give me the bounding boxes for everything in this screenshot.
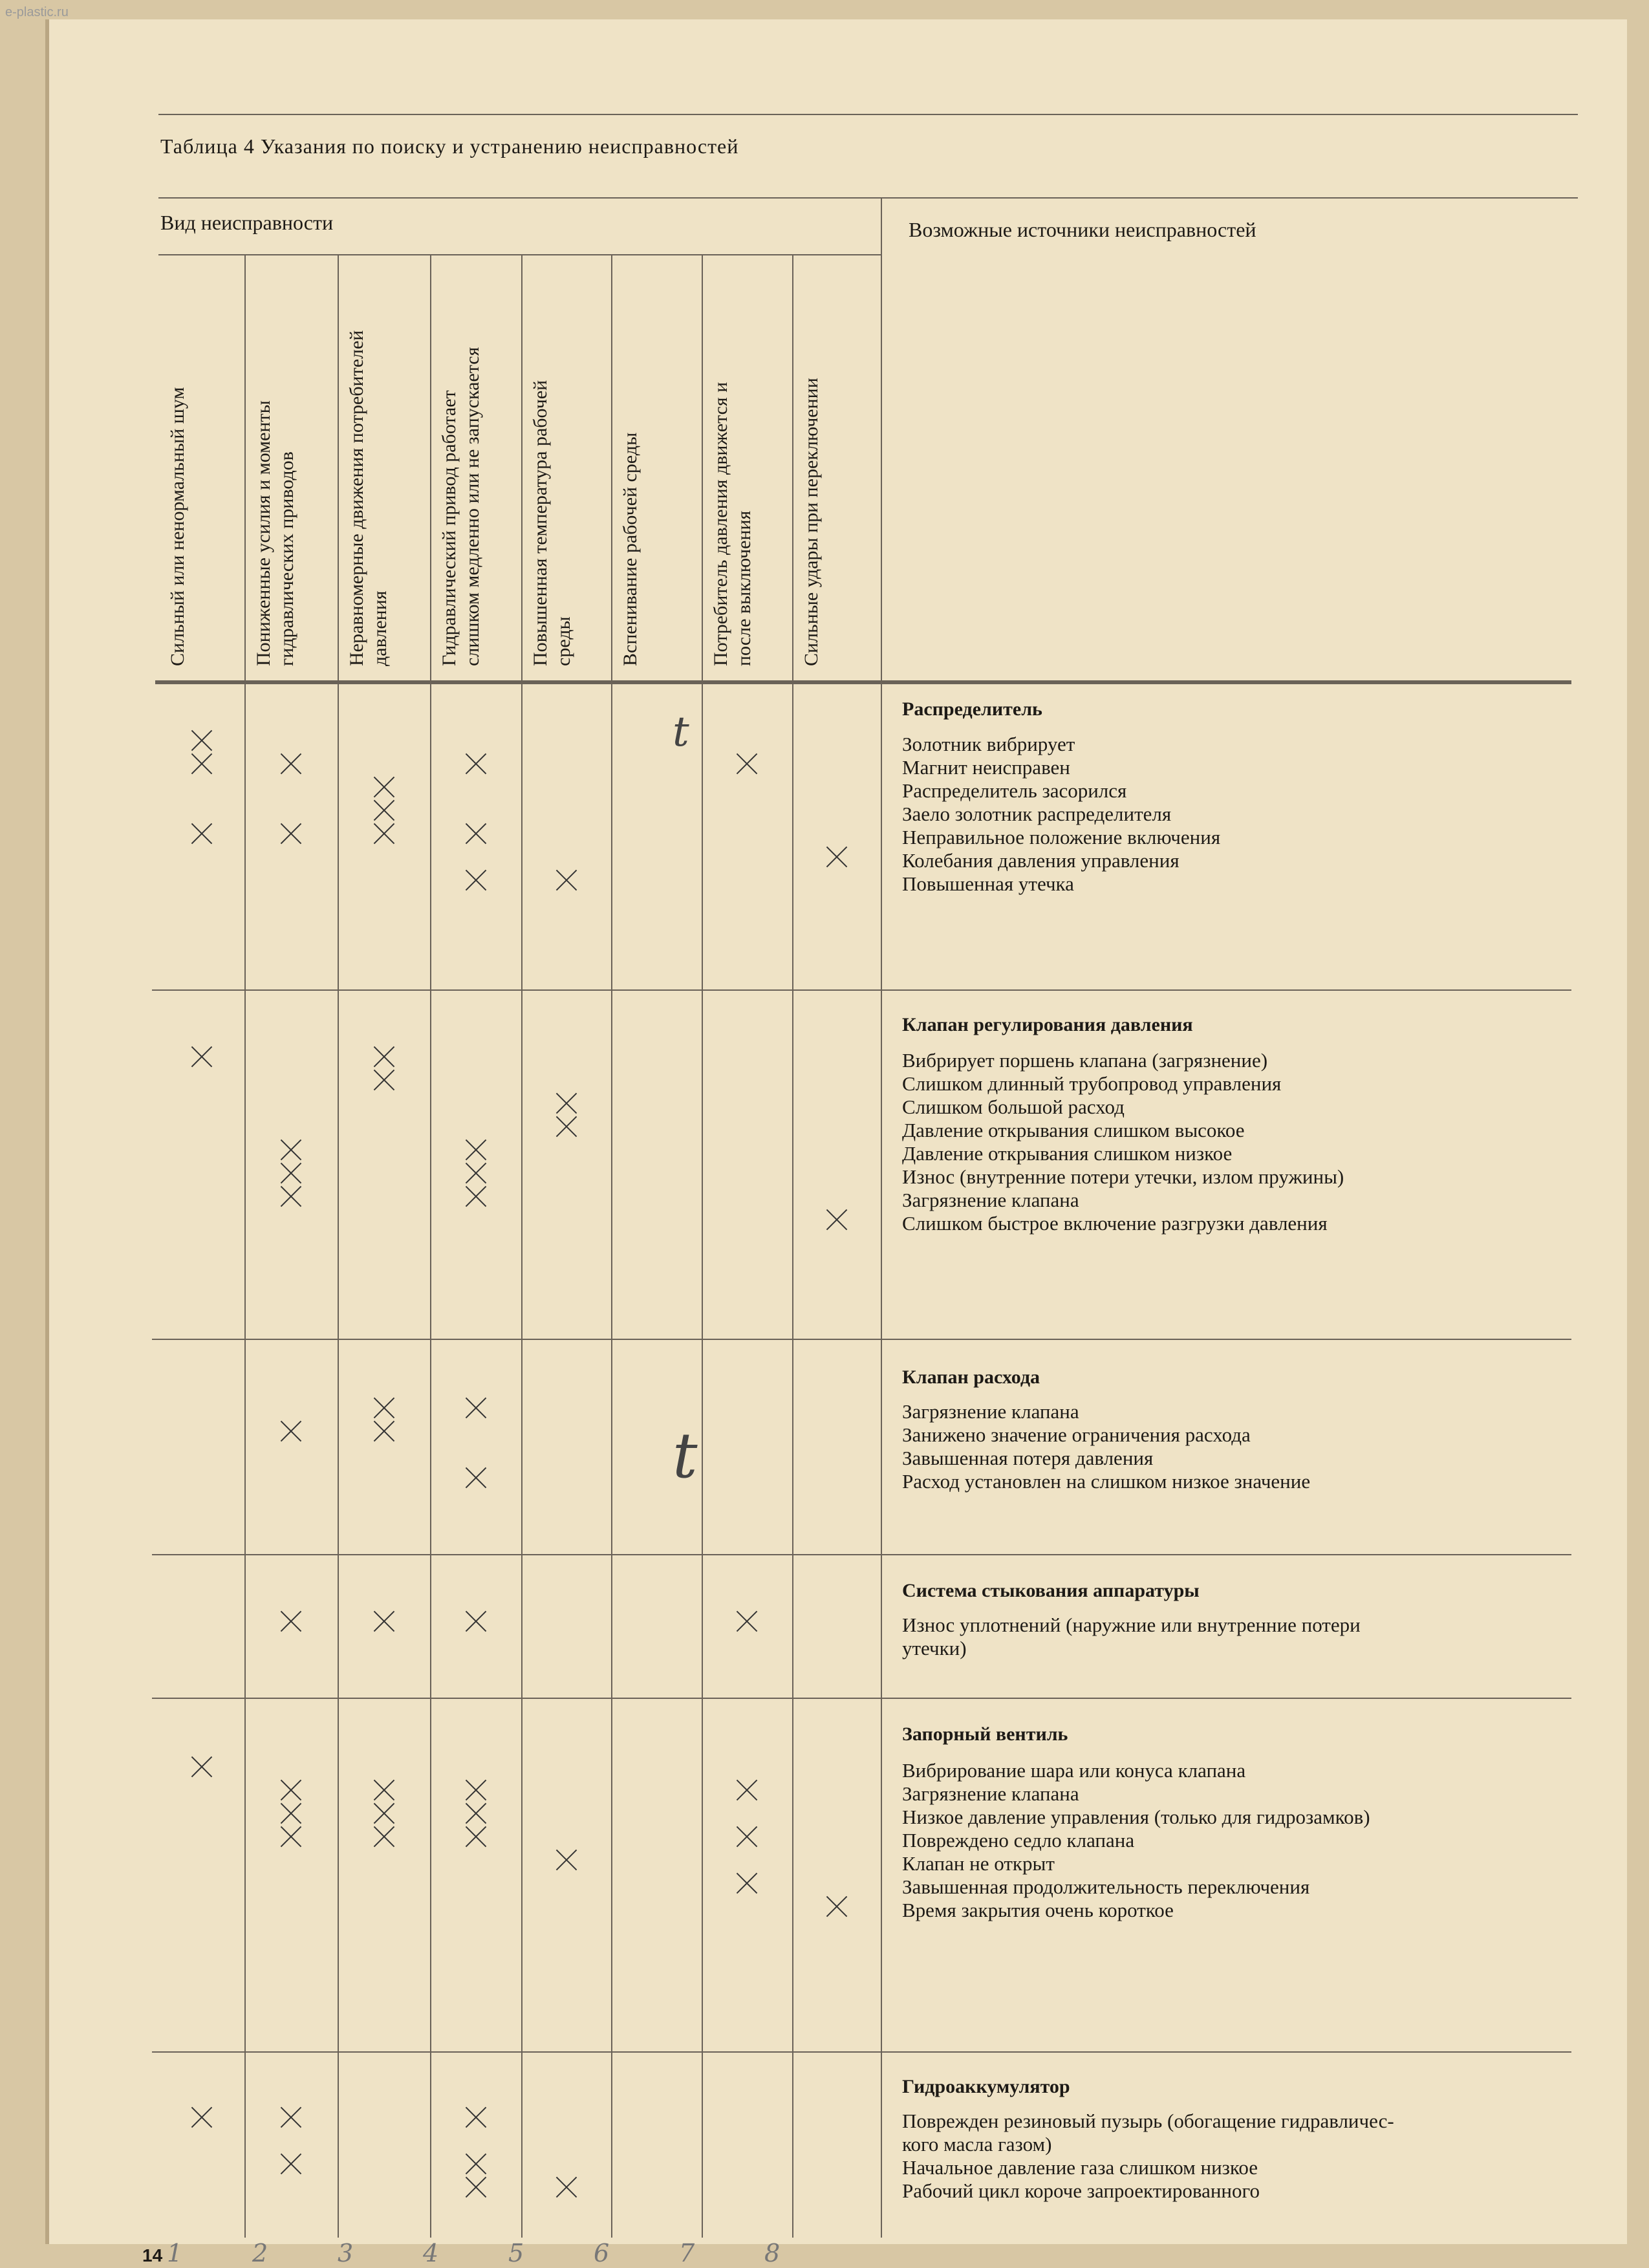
section-title: Клапан расхода: [902, 1366, 1040, 1388]
cross-mark: [190, 1755, 213, 1778]
cross-mark: [464, 1185, 488, 1208]
column-divider: [792, 254, 793, 2238]
fault-cause: Загрязнение клапана: [902, 1189, 1079, 1211]
cross-mark: [464, 1610, 488, 1633]
fault-cause: Колебания давления управления: [902, 849, 1180, 872]
cross-mark: [464, 1778, 488, 1802]
cross-mark: [279, 1185, 303, 1208]
cross-mark: [279, 1802, 303, 1825]
fault-cause: Слишком длинный трубопровод управления: [902, 1072, 1282, 1095]
fault-cause: кого масла газом): [902, 2133, 1052, 2155]
fault-cause: Поврежден резиновый пузырь (обогащение гидравличес-: [902, 2110, 1394, 2132]
cross-mark: [464, 869, 488, 892]
column-header: Пониженные усилия и моменты гидравлических приводов: [253, 400, 297, 666]
cross-mark: [279, 752, 303, 775]
fault-cause: Расход установлен на слишком низкое значение: [902, 1470, 1311, 1493]
handwritten-digit: 6: [594, 2239, 610, 2267]
cross-mark: [372, 799, 396, 822]
fault-cause: Повышенная утечка: [902, 872, 1074, 895]
cross-mark: [555, 869, 578, 892]
handwritten-digit: 8: [764, 2239, 781, 2267]
cross-mark: [372, 822, 396, 845]
cross-mark: [190, 1045, 213, 1068]
cross-mark: [464, 2106, 488, 2129]
fault-cause: Золотник вибрирует: [902, 733, 1075, 755]
handwritten-digit: 7: [679, 2239, 695, 2267]
column-divider: [430, 254, 431, 2238]
fault-cause: Износ уплотнений (наружние или внутренние потери: [902, 1614, 1361, 1636]
fault-cause: Завышенная продолжительность переключения: [902, 1875, 1310, 1898]
handwritten-digit: 5: [508, 2239, 524, 2267]
fault-cause: Начальное давление газа слишком низкое: [902, 2156, 1258, 2179]
cross-mark: [464, 2176, 488, 2199]
fault-cause: Давление открывания слишком высокое: [902, 1119, 1245, 1141]
fault-cause: Вибрирует поршень клапана (загрязнение): [902, 1049, 1268, 1072]
cross-mark: [372, 1778, 396, 1802]
cross-mark: [372, 775, 396, 799]
cross-mark: [464, 1825, 488, 1848]
fault-cause: Магнит неисправен: [902, 756, 1070, 779]
section-divider: [152, 1554, 1571, 1555]
column-header: Неравномерные движения потребителей давления: [346, 330, 391, 666]
section-divider: [152, 1339, 1571, 1340]
handwritten-t-mark: t: [673, 708, 689, 756]
cross-mark: [825, 1895, 848, 1918]
header-left-label: Вид неисправности: [160, 211, 334, 234]
subheader-rule: [158, 254, 881, 255]
cross-mark: [372, 1610, 396, 1633]
fault-cause: Низкое давление управления (только для гидрозамков): [902, 1806, 1370, 1828]
right-column-divider: [881, 197, 882, 2238]
column-header: Повышенная температура рабочей среды: [530, 380, 574, 666]
cross-mark: [372, 1802, 396, 1825]
fault-cause: Заело золотник распределителя: [902, 803, 1172, 825]
cross-mark: [735, 1778, 759, 1802]
watermark: e-plastic.ru: [5, 5, 69, 19]
cross-mark: [555, 2176, 578, 2199]
fault-cause: Вибрирование шара или конуса клапана: [902, 1759, 1246, 1782]
cross-mark: [464, 1138, 488, 1161]
column-header: Потребитель давления движется и после выключения: [710, 382, 755, 666]
cross-mark: [464, 1466, 488, 1489]
cross-mark: [279, 2152, 303, 2176]
section-title: Клапан регулирования давления: [902, 1014, 1193, 1035]
cross-mark: [825, 1208, 848, 1231]
cross-mark: [372, 1825, 396, 1848]
section-title: Гидроаккумулятор: [902, 2076, 1070, 2097]
section-title: Запорный вентиль: [902, 1723, 1068, 1745]
fault-cause: утечки): [902, 1637, 967, 1659]
section-divider: [152, 989, 1571, 991]
cross-mark: [464, 1802, 488, 1825]
fault-cause: Неправильное положение включения: [902, 826, 1221, 848]
column-header: Сильный или ненормальный шум: [167, 387, 188, 666]
handwritten-digit: 1: [167, 2239, 183, 2267]
table-title: Таблица 4 Указания по поиску и устранению неисправностей: [160, 135, 739, 158]
cross-mark: [464, 1396, 488, 1420]
column-divider: [702, 254, 703, 2238]
handwritten-digit: 4: [423, 2239, 439, 2267]
cross-mark: [555, 1092, 578, 1115]
fault-cause: Клапан не открыт: [902, 1852, 1055, 1875]
header-right-label: Возможные источники неисправностей: [909, 218, 1256, 241]
cross-mark: [279, 1161, 303, 1185]
section-divider: [152, 1698, 1571, 1699]
cross-mark: [279, 1420, 303, 1443]
header-rule: [158, 197, 1578, 199]
fault-cause: Занижено значение ограничения расхода: [902, 1423, 1251, 1446]
section-title: Система стыкования аппаратуры: [902, 1580, 1200, 1601]
top-rule: [158, 114, 1578, 115]
cross-mark: [735, 1872, 759, 1895]
cross-mark: [464, 752, 488, 775]
fault-cause: Завышенная потеря давления: [902, 1447, 1154, 1469]
fault-cause: Износ (внутренние потери утечки, излом пружины): [902, 1165, 1344, 1188]
fault-cause: Распределитель засорился: [902, 779, 1127, 802]
handwritten-column-numbers: [167, 2239, 850, 2267]
fault-cause: Давление открывания слишком низкое: [902, 1142, 1233, 1165]
cross-mark: [190, 752, 213, 775]
cross-mark: [825, 845, 848, 869]
cross-mark: [735, 1825, 759, 1848]
cross-mark: [372, 1045, 396, 1068]
section-title: Распределитель: [902, 698, 1042, 720]
cross-mark: [735, 1610, 759, 1633]
column-divider: [611, 254, 612, 2238]
cross-mark: [372, 1068, 396, 1092]
cross-mark: [735, 752, 759, 775]
cross-mark: [279, 1610, 303, 1633]
column-divider: [338, 254, 339, 2238]
cross-mark: [372, 1396, 396, 1420]
fault-cause: Слишком быстрое включение разгрузки давления: [902, 1212, 1328, 1235]
cross-mark: [464, 1161, 488, 1185]
cross-mark: [555, 1115, 578, 1138]
column-divider: [244, 254, 246, 2238]
column-header: Сильные удары при переключении: [801, 378, 822, 666]
cross-mark: [464, 822, 488, 845]
page-number: 14: [142, 2245, 163, 2265]
handwritten-t-mark: t: [673, 1420, 698, 1492]
cross-mark: [279, 2106, 303, 2129]
handwritten-digit: 3: [338, 2239, 354, 2267]
fault-cause: Загрязнение клапана: [902, 1400, 1079, 1423]
cross-mark: [464, 2152, 488, 2176]
fault-cause: Время закрытия очень короткое: [902, 1899, 1174, 1921]
column-header: Гидравлический привод работает слишком медленно или не запускается: [438, 347, 483, 666]
cross-mark: [190, 822, 213, 845]
handwritten-digit: 2: [252, 2239, 268, 2267]
cross-mark: [279, 1778, 303, 1802]
cross-mark: [279, 822, 303, 845]
column-header: Вспенивание рабочей среды: [620, 432, 641, 666]
fault-cause: Слишком большой расход: [902, 1096, 1125, 1118]
header-bottom-rule: [155, 680, 1571, 684]
cross-mark: [190, 729, 213, 752]
cross-mark: [190, 2106, 213, 2129]
cross-mark: [279, 1825, 303, 1848]
cross-mark: [555, 1848, 578, 1872]
fault-cause: Загрязнение клапана: [902, 1782, 1079, 1805]
cross-mark: [372, 1420, 396, 1443]
cross-mark: [279, 1138, 303, 1161]
fault-cause: Повреждено седло клапана: [902, 1829, 1135, 1852]
fault-cause: Рабочий цикл короче запроектированного: [902, 2179, 1260, 2202]
section-divider: [152, 2051, 1571, 2053]
column-divider: [521, 254, 523, 2238]
